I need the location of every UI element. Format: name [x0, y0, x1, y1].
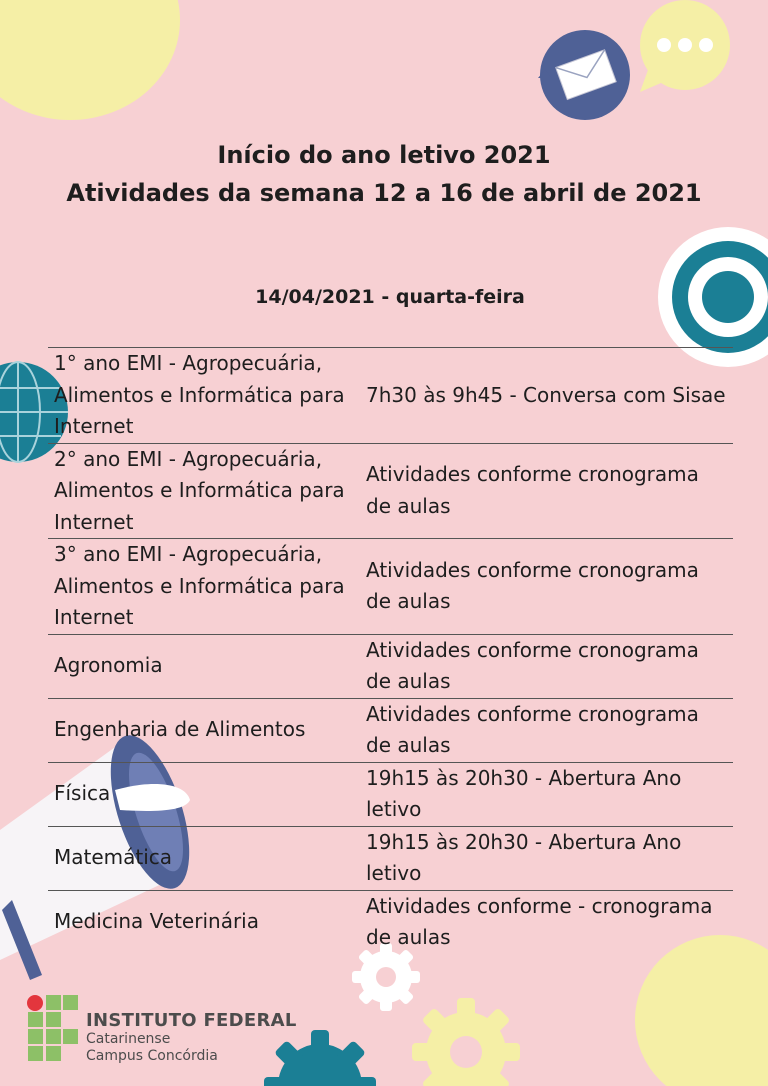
course-cell: Física [48, 762, 360, 826]
course-cell: Matemática [48, 826, 360, 890]
activity-cell: 19h15 às 20h30 - Abertura Ano letivo [360, 826, 733, 890]
activity-cell: 7h30 às 9h45 - Conversa com Sisae [360, 348, 733, 444]
activity-cell: Atividades conforme cronograma de aulas [360, 443, 733, 539]
activity-cell: Atividades conforme cronograma de aulas [360, 539, 733, 635]
course-cell: Engenharia de Alimentos [48, 698, 360, 762]
table-row [48, 890, 733, 954]
title-line-1: Início do ano letivo 2021 [217, 141, 551, 169]
activity-cell: Atividades conforme - cronograma de aulas [360, 890, 733, 954]
table-row [48, 762, 733, 826]
table-row [48, 826, 733, 890]
logo-line-2: Catarinense [86, 1031, 171, 1047]
yellow-gear-icon [412, 998, 520, 1086]
page-title [0, 136, 768, 212]
table-row [48, 634, 733, 698]
title-line-2: Atividades da semana 12 a 16 de abril de 2021 [66, 179, 702, 207]
logo-subtitle [86, 1031, 218, 1065]
table-row [48, 539, 733, 635]
activity-cell: Atividades conforme cronograma de aulas [360, 698, 733, 762]
instituto-federal-logo-mark [27, 995, 78, 1061]
course-cell: Medicina Veterinária [48, 890, 360, 954]
table-row [48, 698, 733, 762]
teal-gear-icon [264, 1030, 376, 1086]
activity-cell: 19h15 às 20h30 - Abertura Ano letivo [360, 762, 733, 826]
date-heading: 14/04/2021 - quarta-feira [255, 286, 525, 308]
table-row [48, 348, 733, 444]
activity-cell: Atividades conforme cronograma de aulas [360, 634, 733, 698]
logo-name: INSTITUTO FEDERAL [86, 1010, 297, 1031]
schedule-table [48, 347, 733, 954]
course-cell: Agronomia [48, 634, 360, 698]
yellow-blob-top-left [0, 0, 180, 120]
course-cell: 2° ano EMI - Agropecuária, Alimentos e Informática para Internet [48, 443, 360, 539]
course-cell: 3° ano EMI - Agropecuária, Alimentos e Informática para Internet [48, 539, 360, 635]
table-row [48, 443, 733, 539]
course-cell: 1° ano EMI - Agropecuária, Alimentos e Informática para Internet [48, 348, 360, 444]
yellow-blob-bottom-right [635, 935, 768, 1086]
mail-icon [538, 30, 630, 120]
chat-bubble-icon [640, 0, 730, 92]
logo-line-3: Campus Concórdia [86, 1048, 218, 1064]
